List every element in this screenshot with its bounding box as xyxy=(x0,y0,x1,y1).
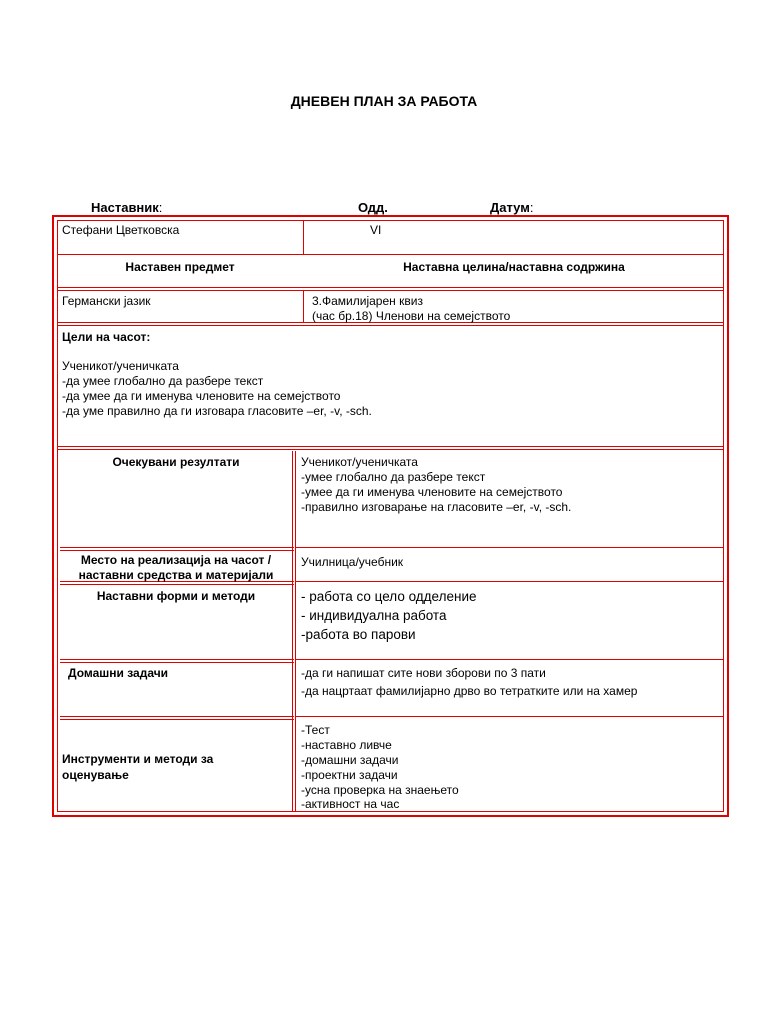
assessment-label-line-1: Инструменти и методи за xyxy=(62,752,214,766)
teacher-header xyxy=(91,200,162,215)
forms-label: Наставни форми и методи xyxy=(96,589,256,603)
goals-line: Ученикот/ученичката xyxy=(62,359,179,373)
row-separator xyxy=(60,547,294,548)
row-separator xyxy=(58,446,723,447)
row-separator xyxy=(296,659,723,660)
assessment-line: -домашни задачи xyxy=(301,753,399,767)
row-separator xyxy=(60,716,294,717)
row-separator xyxy=(296,581,723,582)
date-header xyxy=(490,200,533,215)
content-line-1: 3.Фамилијарен квиз xyxy=(312,294,423,308)
assessment-line: -Тест xyxy=(301,723,330,737)
place-label-line-2: наставни средства и материјали xyxy=(78,568,274,582)
goals-line: -да уме правилно да ги изговара гласовите –er, -v, -sch. xyxy=(62,404,372,418)
teacher-label: Наставник xyxy=(91,200,159,215)
column-separator xyxy=(303,221,304,254)
row-separator xyxy=(58,287,723,288)
goals-label: Цели на часот: xyxy=(62,330,151,344)
class-header xyxy=(358,200,388,215)
homework-label: Домашни задачи xyxy=(68,666,169,680)
place-value: Училница/учебник xyxy=(301,555,404,569)
assessment-line: -наставно ливче xyxy=(301,738,392,752)
place-label-line-1: Место на реализација на часот / xyxy=(80,553,272,567)
teacher-colon: : xyxy=(158,200,163,215)
assessment-line: -проектни задачи xyxy=(301,768,398,782)
subject-value: Германски јазик xyxy=(62,294,151,308)
content-label: Наставна целина/наставна содржина xyxy=(403,260,625,274)
forms-line: -работа во парови xyxy=(301,627,416,642)
row-separator xyxy=(296,716,723,717)
homework-line: -да ги напишат сите нови зборови по 3 пати xyxy=(301,666,546,680)
assessment-line: -активност на час xyxy=(301,797,400,811)
subject-label: Наставен предмет xyxy=(125,260,235,274)
expected-line: Ученикот/ученичката xyxy=(301,455,418,469)
expected-line: -умее да ги именува членовите на семејството xyxy=(301,485,563,499)
expected-line: -правилно изговарање на гласовите –er, -v, -sch. xyxy=(301,500,572,514)
assessment-line: -усна проверка на знаењето xyxy=(301,783,459,797)
goals-line: -да умее да ги именува членовите на семејството xyxy=(62,389,341,403)
forms-line: - индивидуална работа xyxy=(301,608,447,623)
class-label: Одд. xyxy=(358,200,388,215)
column-separator xyxy=(303,291,304,322)
page-title: ДНЕВЕН ПЛАН ЗА РАБОТА xyxy=(290,93,478,109)
column-separator xyxy=(292,451,293,811)
date-colon: : xyxy=(529,200,534,215)
expected-line: -умее глобално да разбере текст xyxy=(301,470,486,484)
assessment-label-line-2: оценување xyxy=(62,768,129,782)
row-separator xyxy=(60,659,294,660)
row-separator xyxy=(296,547,723,548)
row-separator xyxy=(58,254,723,255)
content-line-2: (час бр.18) Членови на семејството xyxy=(312,309,511,323)
teacher-name: Стефани Цветковска xyxy=(62,223,180,237)
goals-line: -да умее глобално да разбере текст xyxy=(62,374,264,388)
forms-line: - работа со цело одделение xyxy=(301,589,477,604)
expected-label: Очекувани резултати xyxy=(112,455,240,469)
class-value: VI xyxy=(370,223,382,237)
date-label: Датум xyxy=(490,200,530,215)
homework-line: -да нацртаат фамилијарно дрво во тетратките или на хамер xyxy=(301,684,638,698)
